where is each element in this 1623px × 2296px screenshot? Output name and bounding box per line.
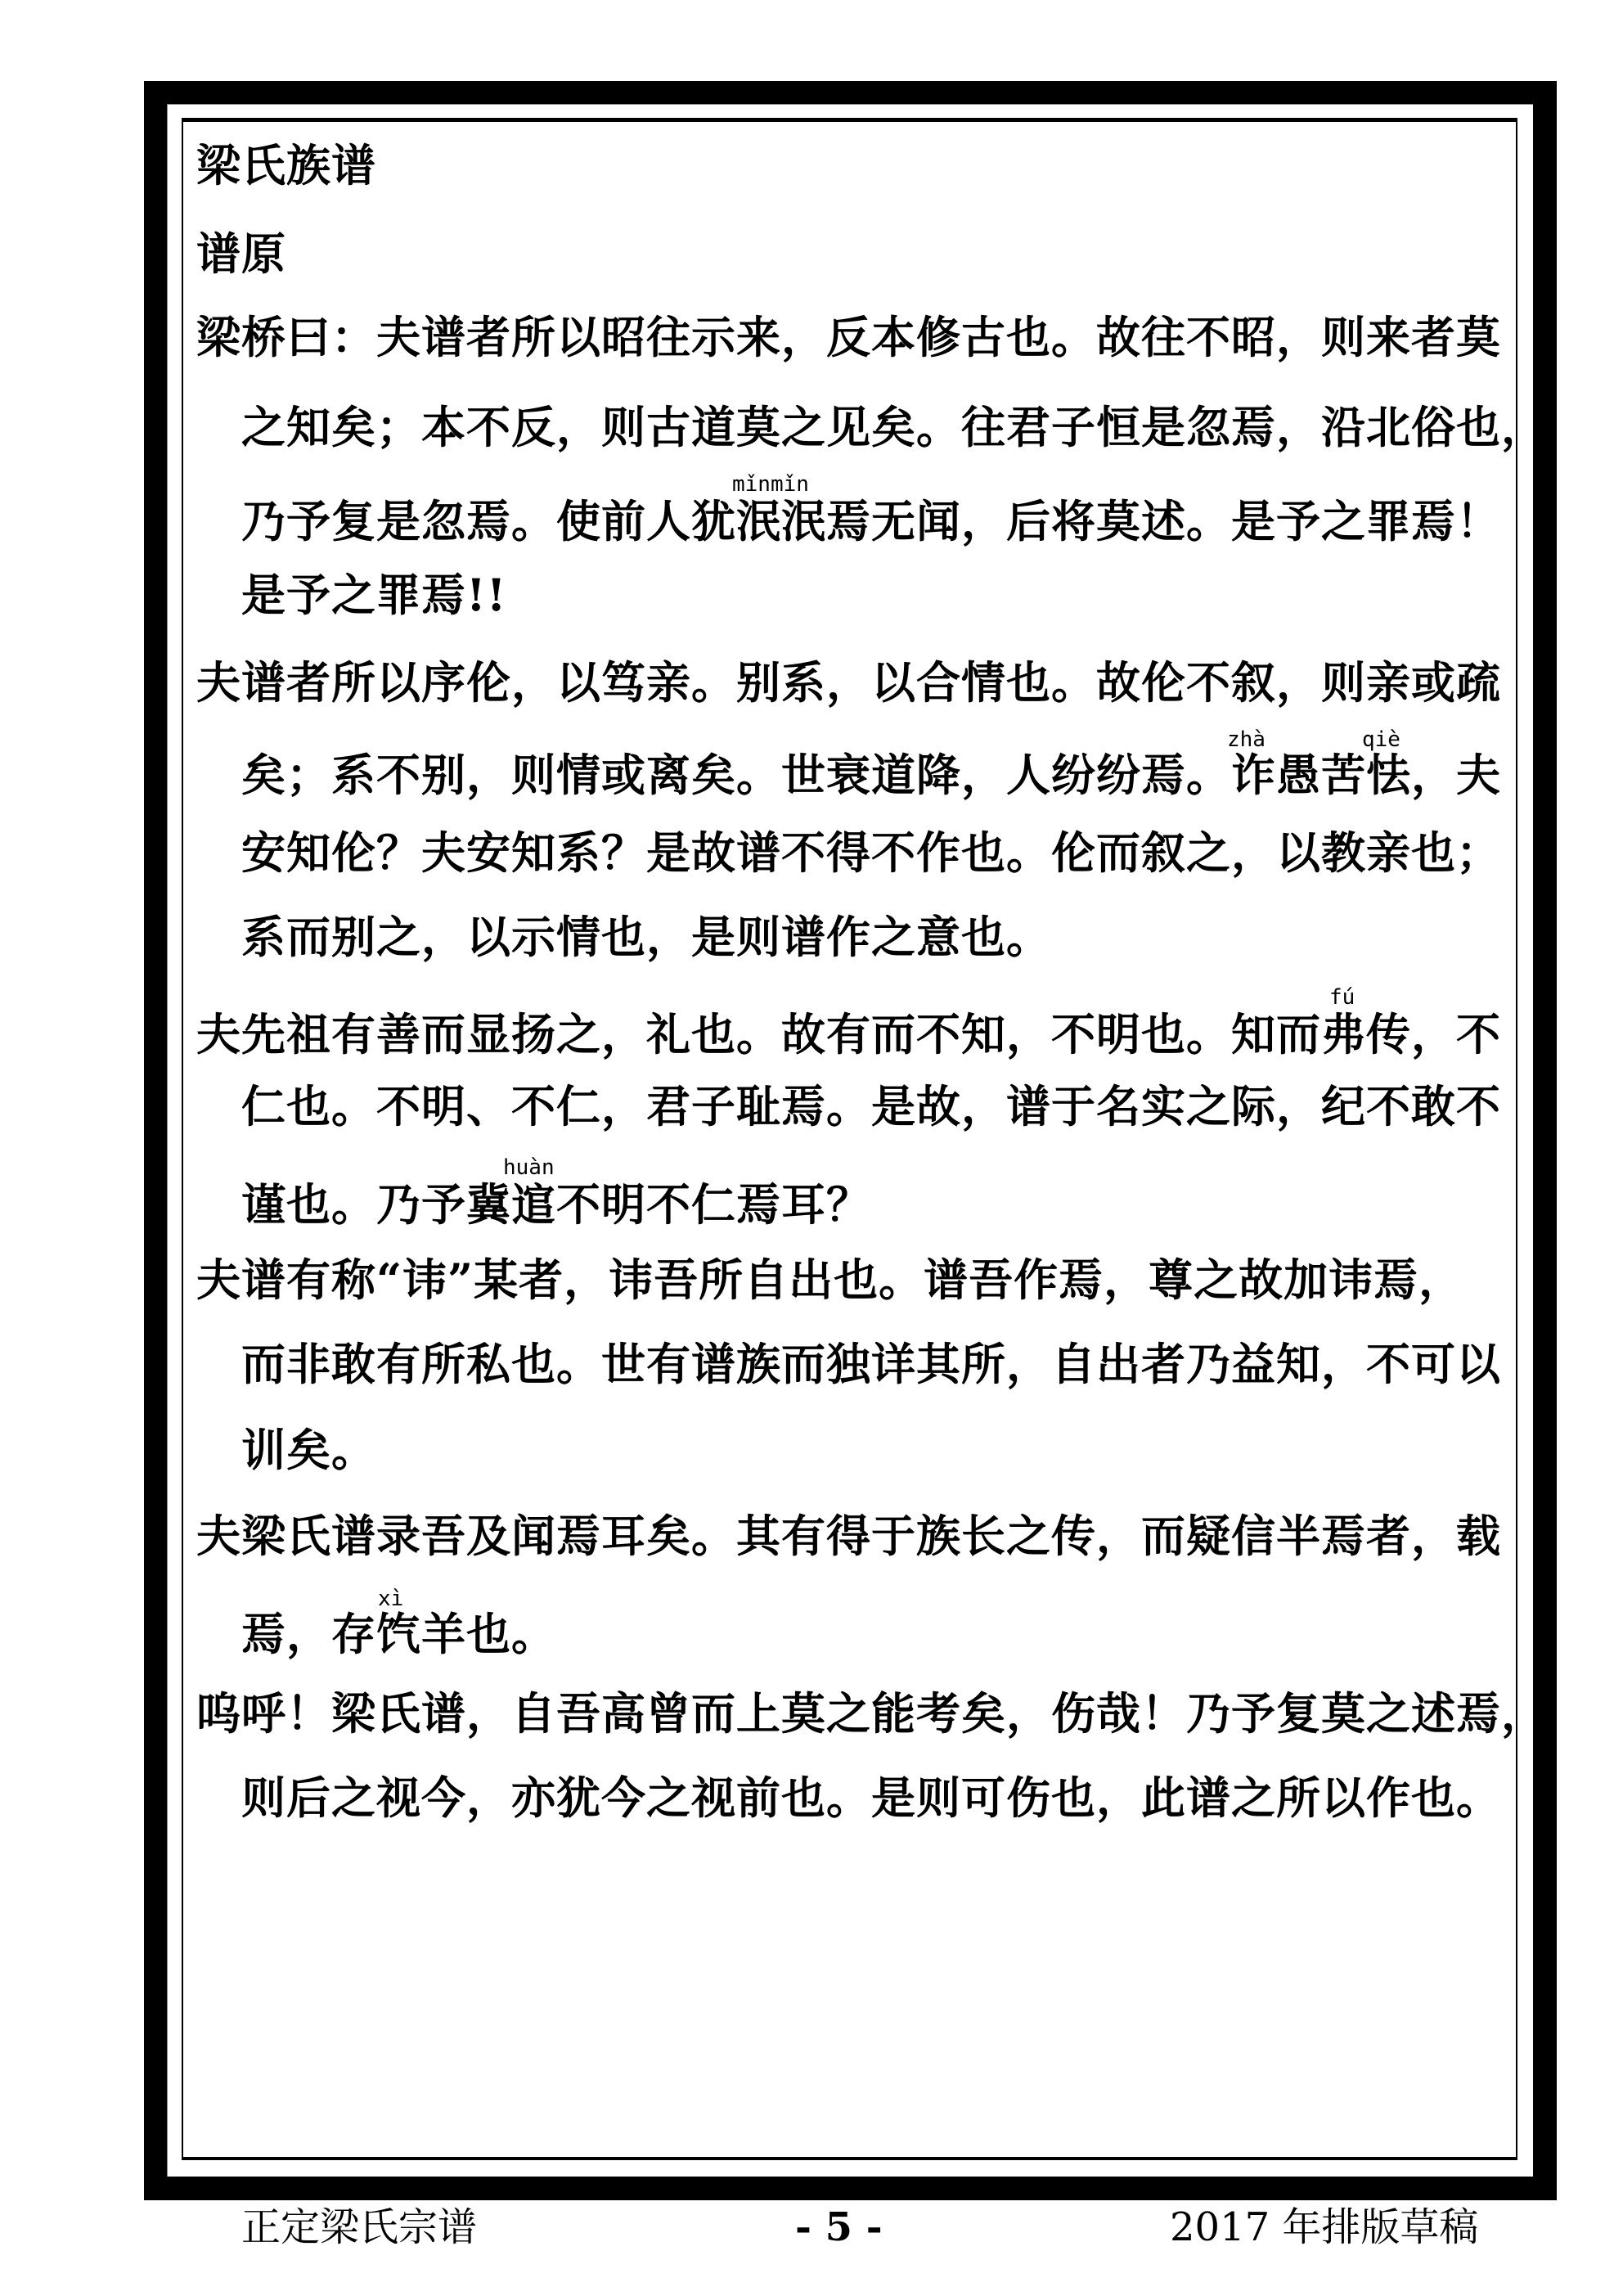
pinyin-annotation: fú [1329, 985, 1355, 1010]
paragraph-2-line-3: 安知伦？夫安知系？是故谱不得不作也。伦而叙之，以教亲也； [241, 826, 1501, 879]
paragraph-3-line-1: 夫先祖有善而显扬之，礼也。故有而不知，不明也。知而弗传，不 [196, 1008, 1501, 1060]
paragraph-5-line-1: 夫梁氏谱录吾及闻焉耳矣。其有得于族长之传，而疑信半焉者，载 [196, 1510, 1501, 1562]
paragraph-1-line-1: 梁桥曰：夫谱者所以昭往示来，反本修古也。故往不昭，则来者莫 [196, 311, 1501, 363]
paragraph-6-line-1: 呜呼！梁氏谱，自吾高曾而上莫之能考矣，伤哉！乃予复莫之述焉， [196, 1687, 1546, 1740]
document-title: 梁氏族谱 [196, 139, 376, 191]
paragraph-4-line-2: 而非敢有所私也。世有谱族而独详其所，自出者乃益知，不可以 [241, 1338, 1501, 1390]
footer-page-number: - 5 - [795, 2204, 883, 2250]
pinyin-annotation: qiè [1362, 727, 1400, 752]
paragraph-1-line-3: 乃予复是忽焉。使前人犹泯泯焉无闻，后将莫述。是予之罪焉！ [241, 495, 1501, 547]
paragraph-2-line-1: 夫谱者所以序伦，以笃亲。别系，以合情也。故伦不叙，则亲或疏 [196, 656, 1501, 709]
footer-draft-note: 2017 年排版草稿 [1170, 2204, 1479, 2250]
pinyin-annotation: huàn [503, 1155, 555, 1180]
paragraph-6-line-2: 则后之视今，亦犹今之视前也。是则可伤也，此谱之所以作也。 [241, 1772, 1501, 1824]
paragraph-4-line-3: 训矣。 [241, 1424, 376, 1476]
paragraph-3-line-3: 谨也。乃予冀逭不明不仁焉耳？ [241, 1178, 871, 1231]
paragraph-5-line-2: 焉，存饩羊也。 [241, 1608, 556, 1660]
paragraph-1-line-2: 之知矣；本不反，则古道莫之见矣。往君子恒是忽焉，沿北俗也， [241, 401, 1546, 453]
paragraph-2-line-2: 矣；系不别，则情或离矣。世衰道降，人纷纷焉。诈愚苦怯，夫 [241, 749, 1501, 801]
pinyin-annotation: mǐnmǐn [732, 472, 809, 497]
pinyin-annotation: zhà [1227, 727, 1266, 752]
section-heading: 谱原 [196, 227, 286, 280]
paragraph-3-line-2: 仁也。不明、不仁，君子耻焉。是故，谱于名实之际，纪不敢不 [241, 1080, 1501, 1132]
paragraph-1-line-4: 是予之罪焉!! [241, 569, 507, 621]
pinyin-annotation: xì [378, 1587, 404, 1611]
paragraph-4-line-1: 夫谱有称“讳”某者，讳吾所自出也。谱吾作焉，尊之故加讳焉， [196, 1254, 1464, 1306]
paragraph-2-line-4: 系而别之，以示情也，是则谱作之意也。 [241, 911, 1051, 963]
footer-book-title: 正定梁氏宗谱 [241, 2204, 478, 2250]
